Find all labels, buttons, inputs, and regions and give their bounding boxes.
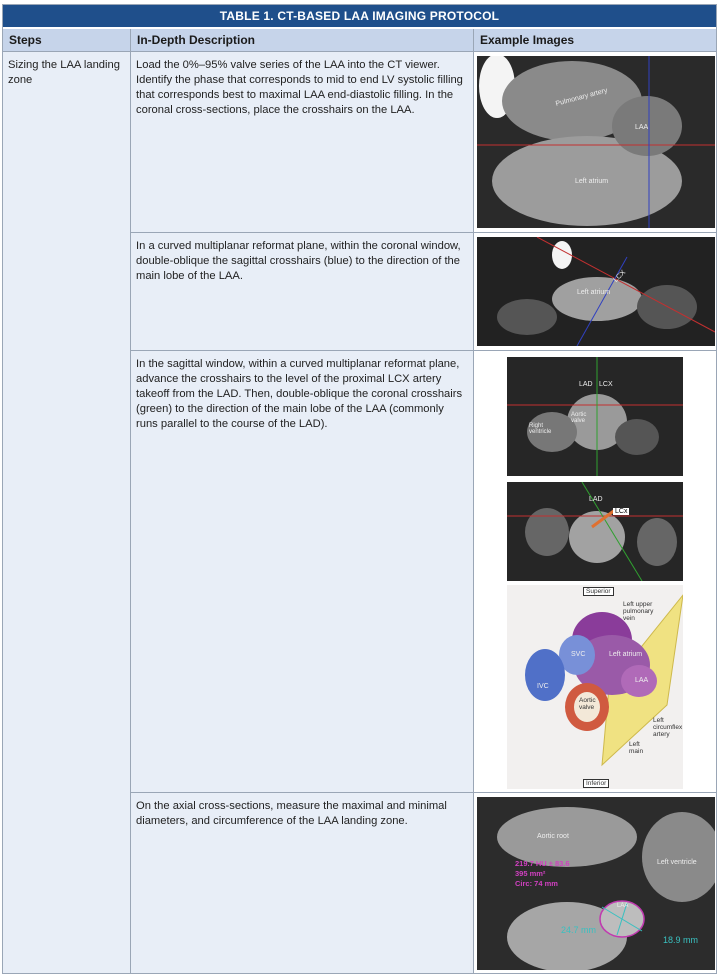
label-lcx: LCx xyxy=(615,508,628,515)
label-inferior: Inferior xyxy=(583,779,609,788)
table-title: TABLE 1. CT-BASED LAA IMAGING PROTOCOL xyxy=(3,5,716,27)
label-lad: LAD xyxy=(579,381,593,388)
label-left-ventricle: Left ventricle xyxy=(657,859,697,866)
description-text: In a curved multiplanar reformat plane, within the coronal window, double-oblique the sagittal crosshairs (blue) to the direction of the main lobe of the LAA. xyxy=(136,240,461,282)
label-pulmonary-artery: Pulmonary artery xyxy=(555,87,609,108)
label-superior: Superior xyxy=(583,587,614,596)
ct-sagittal-image xyxy=(507,357,683,476)
label-left-circumflex-artery: Left circumflex artery xyxy=(653,717,683,738)
label-svc: SVC xyxy=(571,651,586,658)
description-text: Load the 0%–95% valve series of the LAA into the CT viewer. Identify the phase that corresponds to mid to end LV systolic filling that corresponds best to maximal LAA end-diastolic filling. In the coronal cross-sections, place the crosshairs on the LAA. xyxy=(136,59,463,116)
header-steps: Steps xyxy=(3,29,130,51)
label-left-atrium: Left atrium xyxy=(577,289,611,296)
label-hu-measurement: 219.7 HU ± 83.6 xyxy=(515,859,570,868)
header-description: In-Depth Description xyxy=(131,29,473,51)
label-area-measurement: 395 mm² xyxy=(515,869,546,878)
label-left-upper-pulmonary-vein: Left upper pulmonary vein xyxy=(623,601,654,622)
description-text: In the sagittal window, within a curved multiplanar reformat plane, advance the crosshairs to the level of the proximal LCX artery takeoff from the LAD. Then, double-oblique the coronal crosshairs (green) to the direction of the main lobe of the LAA (commonly runs parallel to the course of the LAD). xyxy=(136,358,463,430)
step-cell xyxy=(3,52,130,973)
label-lad: LAD xyxy=(589,496,603,503)
description-row-4 xyxy=(131,793,473,973)
heart-3d-illustration xyxy=(507,585,683,789)
label-lcx: LCX xyxy=(599,381,613,388)
label-ivc: IVC xyxy=(537,683,549,690)
ct-oblique-image xyxy=(507,482,683,581)
ct-mpr-image xyxy=(477,237,715,346)
description-text: On the axial cross-sections, measure the maximal and minimal diameters, and circumference of the LAA landing zone. xyxy=(136,800,447,827)
protocol-table xyxy=(2,4,717,974)
description-row-1 xyxy=(131,52,473,232)
label-laa: LAA xyxy=(635,124,649,131)
label-aortic-root: Aortic root xyxy=(537,833,569,840)
label-right-ventricle: Right ventricle xyxy=(529,423,552,435)
ct-coronal-image xyxy=(477,56,715,228)
label-aortic-valve: Aortic valve xyxy=(579,697,596,711)
label-laa: LAA xyxy=(635,677,649,684)
label-circumference-measurement: Circ: 74 mm xyxy=(515,879,558,888)
label-diameter-min: 18.9 mm xyxy=(663,935,699,945)
header-images: Example Images xyxy=(474,29,716,51)
label-aortic-valve: Aortic valve xyxy=(571,412,587,424)
description-row-3 xyxy=(131,351,473,792)
description-row-2 xyxy=(131,233,473,350)
label-laa: LAA xyxy=(617,903,629,909)
ct-axial-measurement-image xyxy=(477,797,715,970)
label-left-atrium: Left atrium xyxy=(575,178,609,185)
label-diameter-max: 24.7 mm xyxy=(561,925,597,935)
label-left-main: Left main xyxy=(629,741,644,755)
step-label: Sizing the LAA landing zone xyxy=(8,59,120,86)
label-left-atrium: Left atrium xyxy=(609,651,643,658)
label-lcx: LCX xyxy=(612,269,628,284)
